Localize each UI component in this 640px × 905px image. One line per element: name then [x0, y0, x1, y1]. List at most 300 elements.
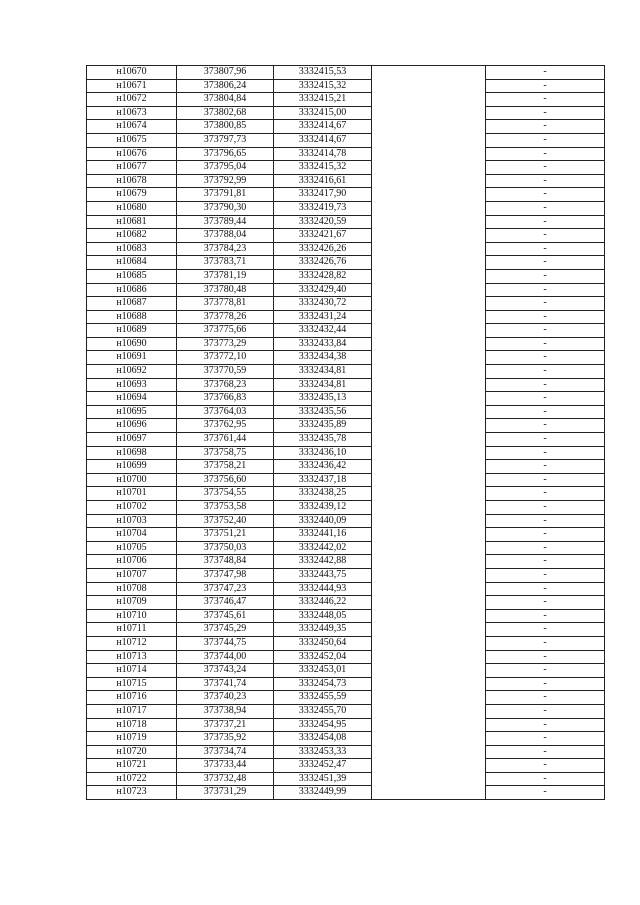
point-cell: н10686: [87, 283, 177, 297]
note-cell: -: [486, 636, 605, 650]
x-coordinate-cell: 373740,23: [177, 691, 274, 705]
x-coordinate-cell: 373752,40: [177, 514, 274, 528]
note-cell: -: [486, 392, 605, 406]
note-cell: -: [486, 106, 605, 120]
blank-cell: [372, 541, 486, 555]
note-cell: -: [486, 269, 605, 283]
x-coordinate-cell: 373744,00: [177, 650, 274, 664]
note-cell: -: [486, 433, 605, 447]
x-coordinate-cell: 373778,81: [177, 297, 274, 311]
table-row: [87, 161, 605, 175]
blank-cell: [372, 351, 486, 365]
y-coordinate-cell: 3332450,64: [274, 636, 372, 650]
x-coordinate-cell: 373758,75: [177, 446, 274, 460]
x-coordinate-cell: 373743,24: [177, 664, 274, 678]
table-row: [87, 704, 605, 718]
y-coordinate-cell: 3332437,18: [274, 473, 372, 487]
table-row: [87, 147, 605, 161]
note-cell: -: [486, 188, 605, 202]
x-coordinate-cell: 373734,74: [177, 745, 274, 759]
point-cell: н10716: [87, 691, 177, 705]
note-cell: -: [486, 405, 605, 419]
note-cell: -: [486, 161, 605, 175]
point-cell: н10696: [87, 419, 177, 433]
note-cell: -: [486, 66, 605, 80]
point-cell: н10673: [87, 106, 177, 120]
y-coordinate-cell: 3332426,26: [274, 242, 372, 256]
point-cell: н10706: [87, 555, 177, 569]
note-cell: -: [486, 365, 605, 379]
y-coordinate-cell: 3332436,10: [274, 446, 372, 460]
blank-cell: [372, 242, 486, 256]
table-row: [87, 297, 605, 311]
x-coordinate-cell: 373773,29: [177, 337, 274, 351]
x-coordinate-cell: 373745,61: [177, 609, 274, 623]
x-coordinate-cell: 373791,81: [177, 188, 274, 202]
note-cell: -: [486, 378, 605, 392]
point-cell: н10698: [87, 446, 177, 460]
point-cell: н10722: [87, 772, 177, 786]
blank-cell: [372, 460, 486, 474]
point-cell: н10699: [87, 460, 177, 474]
x-coordinate-cell: 373783,71: [177, 256, 274, 270]
blank-cell: [372, 147, 486, 161]
blank-cell: [372, 759, 486, 773]
table-row: [87, 201, 605, 215]
y-coordinate-cell: 3332448,05: [274, 609, 372, 623]
point-cell: н10670: [87, 66, 177, 80]
y-coordinate-cell: 3332436,42: [274, 460, 372, 474]
blank-cell: [372, 229, 486, 243]
x-coordinate-cell: 373747,98: [177, 568, 274, 582]
point-cell: н10721: [87, 759, 177, 773]
y-coordinate-cell: 3332429,40: [274, 283, 372, 297]
y-coordinate-cell: 3332452,04: [274, 650, 372, 664]
blank-cell: [372, 433, 486, 447]
note-cell: -: [486, 351, 605, 365]
point-cell: н10708: [87, 582, 177, 596]
y-coordinate-cell: 3332439,12: [274, 501, 372, 515]
coordinates-table-body: [87, 66, 605, 800]
note-cell: -: [486, 419, 605, 433]
point-cell: н10695: [87, 405, 177, 419]
note-cell: -: [486, 337, 605, 351]
x-coordinate-cell: 373784,23: [177, 242, 274, 256]
blank-cell: [372, 297, 486, 311]
y-coordinate-cell: 3332435,13: [274, 392, 372, 406]
table-row: [87, 120, 605, 134]
blank-cell: [372, 66, 486, 80]
point-cell: н10702: [87, 501, 177, 515]
table-row: [87, 636, 605, 650]
x-coordinate-cell: 373768,23: [177, 378, 274, 392]
note-cell: -: [486, 541, 605, 555]
blank-cell: [372, 501, 486, 515]
blank-cell: [372, 161, 486, 175]
table-row: [87, 759, 605, 773]
note-cell: -: [486, 324, 605, 338]
blank-cell: [372, 120, 486, 134]
blank-cell: [372, 555, 486, 569]
blank-cell: [372, 201, 486, 215]
y-coordinate-cell: 3332451,39: [274, 772, 372, 786]
blank-cell: [372, 650, 486, 664]
note-cell: -: [486, 623, 605, 637]
note-cell: -: [486, 242, 605, 256]
blank-cell: [372, 269, 486, 283]
table-row: [87, 93, 605, 107]
blank-cell: [372, 310, 486, 324]
blank-cell: [372, 568, 486, 582]
x-coordinate-cell: 373788,04: [177, 229, 274, 243]
table-row: [87, 188, 605, 202]
y-coordinate-cell: 3332435,78: [274, 433, 372, 447]
x-coordinate-cell: 373737,21: [177, 718, 274, 732]
note-cell: -: [486, 501, 605, 515]
note-cell: -: [486, 732, 605, 746]
table-row: [87, 378, 605, 392]
y-coordinate-cell: 3332455,59: [274, 691, 372, 705]
table-row: [87, 596, 605, 610]
y-coordinate-cell: 3332434,81: [274, 365, 372, 379]
x-coordinate-cell: 373731,29: [177, 786, 274, 800]
y-coordinate-cell: 3332443,75: [274, 568, 372, 582]
x-coordinate-cell: 373800,85: [177, 120, 274, 134]
table-row: [87, 718, 605, 732]
x-coordinate-cell: 373741,74: [177, 677, 274, 691]
table-row: [87, 786, 605, 800]
point-cell: н10684: [87, 256, 177, 270]
note-cell: -: [486, 79, 605, 93]
point-cell: н10677: [87, 161, 177, 175]
y-coordinate-cell: 3332455,70: [274, 704, 372, 718]
x-coordinate-cell: 373778,26: [177, 310, 274, 324]
blank-cell: [372, 664, 486, 678]
point-cell: н10710: [87, 609, 177, 623]
y-coordinate-cell: 3332416,61: [274, 174, 372, 188]
point-cell: н10719: [87, 732, 177, 746]
note-cell: -: [486, 256, 605, 270]
note-cell: -: [486, 215, 605, 229]
point-cell: н10703: [87, 514, 177, 528]
note-cell: -: [486, 677, 605, 691]
blank-cell: [372, 514, 486, 528]
table-row: [87, 691, 605, 705]
blank-cell: [372, 215, 486, 229]
table-row: [87, 405, 605, 419]
x-coordinate-cell: 373744,75: [177, 636, 274, 650]
x-coordinate-cell: 373745,29: [177, 623, 274, 637]
x-coordinate-cell: 373802,68: [177, 106, 274, 120]
y-coordinate-cell: 3332414,78: [274, 147, 372, 161]
y-coordinate-cell: 3332426,76: [274, 256, 372, 270]
x-coordinate-cell: 373756,60: [177, 473, 274, 487]
x-coordinate-cell: 373792,99: [177, 174, 274, 188]
y-coordinate-cell: 3332446,22: [274, 596, 372, 610]
point-cell: н10707: [87, 568, 177, 582]
x-coordinate-cell: 373735,92: [177, 732, 274, 746]
blank-cell: [372, 256, 486, 270]
note-cell: -: [486, 147, 605, 161]
point-cell: н10715: [87, 677, 177, 691]
y-coordinate-cell: 3332434,38: [274, 351, 372, 365]
table-row: [87, 433, 605, 447]
y-coordinate-cell: 3332454,73: [274, 677, 372, 691]
x-coordinate-cell: 373781,19: [177, 269, 274, 283]
y-coordinate-cell: 3332419,73: [274, 201, 372, 215]
coordinates-table: [86, 65, 605, 800]
point-cell: н10685: [87, 269, 177, 283]
x-coordinate-cell: 373758,21: [177, 460, 274, 474]
note-cell: -: [486, 596, 605, 610]
blank-cell: [372, 79, 486, 93]
note-cell: -: [486, 691, 605, 705]
table-row: [87, 365, 605, 379]
note-cell: -: [486, 786, 605, 800]
blank-cell: [372, 93, 486, 107]
note-cell: -: [486, 120, 605, 134]
y-coordinate-cell: 3332415,00: [274, 106, 372, 120]
note-cell: -: [486, 133, 605, 147]
blank-cell: [372, 528, 486, 542]
blank-cell: [372, 378, 486, 392]
x-coordinate-cell: 373754,55: [177, 487, 274, 501]
point-cell: н10713: [87, 650, 177, 664]
note-cell: -: [486, 487, 605, 501]
x-coordinate-cell: 373753,58: [177, 501, 274, 515]
point-cell: н10701: [87, 487, 177, 501]
note-cell: -: [486, 745, 605, 759]
table-row: [87, 677, 605, 691]
y-coordinate-cell: 3332417,90: [274, 188, 372, 202]
table-row: [87, 66, 605, 80]
point-cell: н10679: [87, 188, 177, 202]
point-cell: н10672: [87, 93, 177, 107]
point-cell: н10691: [87, 351, 177, 365]
table-row: [87, 351, 605, 365]
blank-cell: [372, 446, 486, 460]
x-coordinate-cell: 373750,03: [177, 541, 274, 555]
note-cell: -: [486, 174, 605, 188]
point-cell: н10697: [87, 433, 177, 447]
blank-cell: [372, 133, 486, 147]
blank-cell: [372, 283, 486, 297]
point-cell: н10714: [87, 664, 177, 678]
blank-cell: [372, 324, 486, 338]
table-row: [87, 174, 605, 188]
y-coordinate-cell: 3332449,35: [274, 623, 372, 637]
y-coordinate-cell: 3332438,25: [274, 487, 372, 501]
y-coordinate-cell: 3332449,99: [274, 786, 372, 800]
blank-cell: [372, 677, 486, 691]
y-coordinate-cell: 3332444,93: [274, 582, 372, 596]
point-cell: н10674: [87, 120, 177, 134]
point-cell: н10680: [87, 201, 177, 215]
y-coordinate-cell: 3332415,53: [274, 66, 372, 80]
point-cell: н10676: [87, 147, 177, 161]
point-cell: н10682: [87, 229, 177, 243]
point-cell: н10675: [87, 133, 177, 147]
table-row: [87, 256, 605, 270]
note-cell: -: [486, 283, 605, 297]
x-coordinate-cell: 373772,10: [177, 351, 274, 365]
x-coordinate-cell: 373751,21: [177, 528, 274, 542]
point-cell: н10690: [87, 337, 177, 351]
x-coordinate-cell: 373746,47: [177, 596, 274, 610]
table-row: [87, 473, 605, 487]
blank-cell: [372, 718, 486, 732]
table-row: [87, 229, 605, 243]
blank-cell: [372, 745, 486, 759]
table-row: [87, 215, 605, 229]
table-row: [87, 79, 605, 93]
x-coordinate-cell: 373761,44: [177, 433, 274, 447]
x-coordinate-cell: 373790,30: [177, 201, 274, 215]
note-cell: -: [486, 772, 605, 786]
point-cell: н10694: [87, 392, 177, 406]
y-coordinate-cell: 3332428,82: [274, 269, 372, 283]
note-cell: -: [486, 201, 605, 215]
table-row: [87, 392, 605, 406]
blank-cell: [372, 623, 486, 637]
table-row: [87, 487, 605, 501]
y-coordinate-cell: 3332432,44: [274, 324, 372, 338]
blank-cell: [372, 174, 486, 188]
blank-cell: [372, 405, 486, 419]
note-cell: -: [486, 473, 605, 487]
table-row: [87, 582, 605, 596]
y-coordinate-cell: 3332414,67: [274, 133, 372, 147]
x-coordinate-cell: 373732,48: [177, 772, 274, 786]
note-cell: -: [486, 446, 605, 460]
point-cell: н10704: [87, 528, 177, 542]
note-cell: -: [486, 514, 605, 528]
y-coordinate-cell: 3332431,24: [274, 310, 372, 324]
y-coordinate-cell: 3332415,21: [274, 93, 372, 107]
x-coordinate-cell: 373748,84: [177, 555, 274, 569]
note-cell: -: [486, 93, 605, 107]
table-row: [87, 623, 605, 637]
blank-cell: [372, 419, 486, 433]
table-row: [87, 419, 605, 433]
table-row: [87, 310, 605, 324]
table-row: [87, 772, 605, 786]
y-coordinate-cell: 3332442,02: [274, 541, 372, 555]
note-cell: -: [486, 650, 605, 664]
blank-cell: [372, 365, 486, 379]
table-row: [87, 106, 605, 120]
point-cell: н10709: [87, 596, 177, 610]
table-row: [87, 609, 605, 623]
x-coordinate-cell: 373762,95: [177, 419, 274, 433]
x-coordinate-cell: 373764,03: [177, 405, 274, 419]
note-cell: -: [486, 460, 605, 474]
blank-cell: [372, 636, 486, 650]
x-coordinate-cell: 373797,73: [177, 133, 274, 147]
point-cell: н10693: [87, 378, 177, 392]
x-coordinate-cell: 373806,24: [177, 79, 274, 93]
table-row: [87, 460, 605, 474]
blank-cell: [372, 732, 486, 746]
table-row: [87, 732, 605, 746]
point-cell: н10711: [87, 623, 177, 637]
x-coordinate-cell: 373807,96: [177, 66, 274, 80]
y-coordinate-cell: 3332454,95: [274, 718, 372, 732]
blank-cell: [372, 691, 486, 705]
x-coordinate-cell: 373766,83: [177, 392, 274, 406]
x-coordinate-cell: 373733,44: [177, 759, 274, 773]
y-coordinate-cell: 3332414,67: [274, 120, 372, 134]
note-cell: -: [486, 759, 605, 773]
blank-cell: [372, 337, 486, 351]
note-cell: -: [486, 609, 605, 623]
y-coordinate-cell: 3332435,89: [274, 419, 372, 433]
point-cell: н10681: [87, 215, 177, 229]
table-row: [87, 242, 605, 256]
point-cell: н10689: [87, 324, 177, 338]
blank-cell: [372, 596, 486, 610]
y-coordinate-cell: 3332454,08: [274, 732, 372, 746]
point-cell: н10671: [87, 79, 177, 93]
blank-cell: [372, 772, 486, 786]
y-coordinate-cell: 3332441,16: [274, 528, 372, 542]
blank-cell: [372, 704, 486, 718]
point-cell: н10692: [87, 365, 177, 379]
y-coordinate-cell: 3332440,09: [274, 514, 372, 528]
y-coordinate-cell: 3332415,32: [274, 161, 372, 175]
note-cell: -: [486, 582, 605, 596]
y-coordinate-cell: 3332421,67: [274, 229, 372, 243]
x-coordinate-cell: 373770,59: [177, 365, 274, 379]
table-row: [87, 664, 605, 678]
point-cell: н10718: [87, 718, 177, 732]
table-row: [87, 555, 605, 569]
blank-cell: [372, 473, 486, 487]
x-coordinate-cell: 373804,84: [177, 93, 274, 107]
point-cell: н10723: [87, 786, 177, 800]
note-cell: -: [486, 555, 605, 569]
point-cell: н10683: [87, 242, 177, 256]
x-coordinate-cell: 373747,23: [177, 582, 274, 596]
table-row: [87, 283, 605, 297]
y-coordinate-cell: 3332415,32: [274, 79, 372, 93]
blank-cell: [372, 609, 486, 623]
blank-cell: [372, 487, 486, 501]
table-row: [87, 446, 605, 460]
table-row: [87, 568, 605, 582]
note-cell: -: [486, 229, 605, 243]
x-coordinate-cell: 373738,94: [177, 704, 274, 718]
table-row: [87, 745, 605, 759]
point-cell: н10700: [87, 473, 177, 487]
x-coordinate-cell: 373796,65: [177, 147, 274, 161]
y-coordinate-cell: 3332430,72: [274, 297, 372, 311]
y-coordinate-cell: 3332452,47: [274, 759, 372, 773]
note-cell: -: [486, 704, 605, 718]
note-cell: -: [486, 718, 605, 732]
y-coordinate-cell: 3332420,59: [274, 215, 372, 229]
table-row: [87, 514, 605, 528]
table-row: [87, 324, 605, 338]
y-coordinate-cell: 3332453,01: [274, 664, 372, 678]
y-coordinate-cell: 3332442,88: [274, 555, 372, 569]
y-coordinate-cell: 3332433,84: [274, 337, 372, 351]
table-row: [87, 133, 605, 147]
x-coordinate-cell: 373795,04: [177, 161, 274, 175]
point-cell: н10678: [87, 174, 177, 188]
table-row: [87, 337, 605, 351]
blank-cell: [372, 582, 486, 596]
